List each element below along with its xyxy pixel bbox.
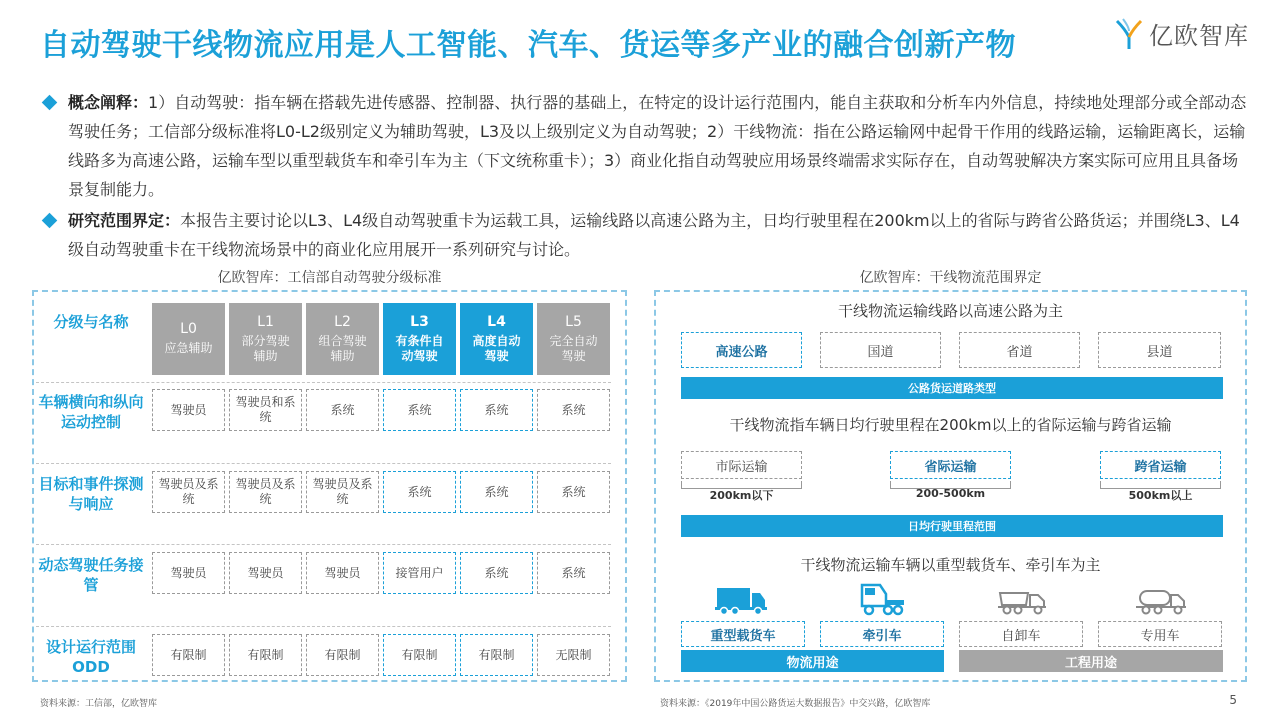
diamond-icon [42,213,58,229]
row-divider [36,382,611,383]
level-l3 [383,303,456,375]
row-divider [36,626,611,627]
level-l0 [152,303,225,375]
road-county: 县道 [1098,332,1221,368]
level-code: L3 [410,313,429,330]
bullet-text: 本报告主要讨论以L3、L4级自动驾驶重卡为运载工具，运输线路以高速公路为主，日均行驶里程在200km以上的省际与跨省公路货运；并围绕L3、L4级自动驾驶重卡在干线物流场景中的商业化应用展开一系列研究与讨论。 [68,211,1240,259]
logo-text: 亿欧智库 [1149,22,1249,50]
table-cell: 有限制 [306,634,379,676]
table-cell: 系统 [460,471,533,513]
row-label-odd: 设计运行范围ODD [45,638,136,676]
road-highway: 高速公路 [681,332,802,368]
table-cell: 无限制 [537,634,610,676]
level-name: 应急辅助 [164,341,213,355]
logo [1115,16,1249,51]
heavy-truck-icon [715,585,767,615]
road-type-bar: 公路货运道路类型 [681,377,1223,399]
right-panel-caption: 亿欧智库：干线物流范围界定 [859,270,1042,286]
level-code: L4 [487,313,506,330]
page-number: 5 [1229,693,1237,707]
vehicle-dump-truck: 自卸车 [959,621,1083,647]
row-divider [36,463,611,464]
section-title-mileage: 干线物流指车辆日均行驶里程在200km以上的省际运输与跨省运输 [729,416,1172,434]
table-cell: 有限制 [229,634,302,676]
transport-intercity: 市际运输 [681,451,802,479]
range-label: 200km以下 [709,489,774,502]
transport-interprovincial: 省际运输 [890,451,1011,479]
bullet-text: 1）自动驾驶：指车辆在搭载先进传感器、控制器、执行器的基础上，在特定的设计运行范围内，能自主获取和分析车内外信息，持续地处理部分或全部动态驾驶任务；工信部分级标准将L0-L2级别定义为辅助驾驶，L3及以上级别定义为自动驾驶；2）干线物流：指在公路运输网中起骨干作用的线路运输，运输距离长，运输线路多为高速公路，运输车型以重型载货车和牵引车为主（下文统称重卡）；3）商业化指自动驾驶应用场景终端需求实际存在，自动驾驶解决方案实际可应用且具备场景复制能力。 [68,93,1247,199]
table-cell: 有限制 [460,634,533,676]
bullet-label: 研究范围界定： [68,211,181,230]
table-cell: 系统 [306,389,379,431]
table-cell: 系统 [537,389,610,431]
level-name: 有条件自动驾驶 [395,333,444,363]
row-label-detection: 目标和事件探测与响应 [38,475,144,513]
yiou-logo-icon [1115,17,1143,51]
bullet-scope [42,206,1247,264]
level-name: 完全自动驾驶 [549,333,598,363]
vehicle-heavy-truck: 重型载货车 [681,621,805,647]
special-vehicle-icon [1136,585,1186,615]
bullet-concept [42,88,1247,204]
row-divider [36,544,611,545]
table-cell: 驾驶员及系统 [152,471,225,513]
table-cell: 有限制 [152,634,225,676]
road-national: 国道 [820,332,941,368]
level-name: 组合驾驶辅助 [318,333,367,363]
table-cell: 驾驶员 [152,389,225,431]
level-l4 [460,303,533,375]
vehicle-tractor: 牵引车 [820,621,944,647]
section-title-vehicles: 干线物流运输车辆以重型载货车、牵引车为主 [800,556,1101,574]
page-title: 自动驾驶干线物流应用是人工智能、汽车、货运等多产业的融合创新产物 [40,28,1016,63]
row-label-motion-control: 车辆横向和纵向运动控制 [38,393,144,431]
level-l1 [229,303,302,375]
table-cell: 系统 [460,389,533,431]
source-left: 资料来源：工信部，亿欧智库 [40,699,158,709]
range-label: 200-500km [915,487,986,500]
engineering-use-bar: 工程用途 [959,650,1223,672]
road-provincial: 省道 [959,332,1080,368]
diamond-icon [42,95,58,111]
table-cell: 驾驶员 [306,552,379,594]
table-cell: 有限制 [383,634,456,676]
table-cell: 系统 [537,552,610,594]
tractor-truck-icon [858,582,906,616]
dump-truck-icon [998,585,1046,615]
table-cell: 驾驶员 [152,552,225,594]
table-cell: 驾驶员及系统 [306,471,379,513]
left-panel-caption: 亿欧智库：工信部自动驾驶分级标准 [217,270,442,286]
table-cell: 系统 [537,471,610,513]
bullet-label: 概念阐释： [68,93,149,112]
level-l5 [537,303,610,375]
source-right: 资料来源：《2019年中国公路货运大数据报告》中交兴路，亿欧智库 [660,699,931,709]
level-code: L0 [180,321,197,337]
section-title-roads: 干线物流运输线路以高速公路为主 [837,302,1063,320]
range-label: 500km以上 [1128,489,1193,502]
table-cell: 驾驶员及系统 [229,471,302,513]
level-name: 部分驾驶辅助 [241,333,290,363]
table-cell: 接管用户 [383,552,456,594]
mileage-range-bar: 日均行驶里程范围 [681,515,1223,537]
vehicle-special: 专用车 [1098,621,1222,647]
level-code: L2 [334,313,351,330]
level-code: L5 [565,313,582,330]
table-cell: 系统 [460,552,533,594]
transport-cross-province: 跨省运输 [1100,451,1221,479]
bullet-list [42,88,1247,266]
table-cell: 驾驶员和系统 [229,389,302,431]
level-name: 高度自动驾驶 [472,333,521,363]
row-label-takeover: 动态驾驶任务接管 [38,556,144,594]
row-label-grade: 分级与名称 [53,313,129,331]
level-code: L1 [257,313,274,330]
table-cell: 系统 [383,389,456,431]
table-cell: 系统 [383,471,456,513]
table-cell: 驾驶员 [229,552,302,594]
level-l2 [306,303,379,375]
logistics-use-bar: 物流用途 [681,650,944,672]
